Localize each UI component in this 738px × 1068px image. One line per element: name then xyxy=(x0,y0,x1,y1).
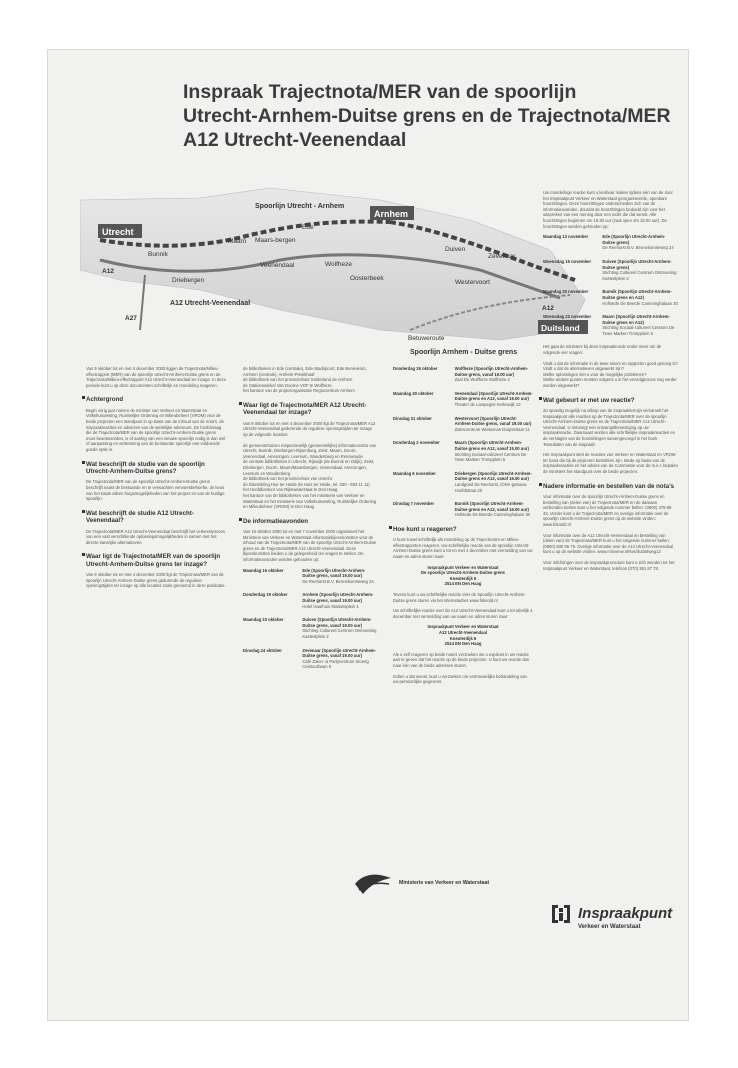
heading-ter-inzage-a12: Waar ligt de Trajectnota/MER A12 Utrecht-Veenendaal ter inzage? xyxy=(243,402,378,417)
address-spoorlijn: Inspraakpunt Verkeer en Waterstaat De spoorlijn Utrecht-Arnhem-Duitse grens Kneuterdijk 6 2514 EN Den Haag xyxy=(421,564,505,587)
schedule-row: Donderdag 26 oktober Wolfheze (Spoorlijn Utrecht-Arnhem-Duitse grens, vanaf 19.00 uur) Zaal De Wolfheze Wolfheze 2 xyxy=(393,366,529,383)
list-item: Vindt u dat de alternatieven uitgewerkt zijn? xyxy=(543,366,624,372)
heading-wat-gebeurt: Wat gebeurt er met uw reactie? xyxy=(543,397,678,404)
map-label-duitsland: Duitsland xyxy=(541,323,580,333)
schedule-row: Dinsdag 31 oktober Westervoort (Spoorlijn Utrecht-Arnhem-Duitse grens, vanaf 19.00 uur) Zalencentrum Wiekeman Dorpsstraat 11 xyxy=(393,415,532,432)
schedule-row: Maandag 13 november Ede (Spoorlijn Utrecht-Arnhem-Duitse grens) De Reehorst B.V. Bennekomseweg 24 xyxy=(543,234,674,251)
list-item: het Hoofdkantoor van Rijkswaterstaat te Den Haag xyxy=(243,487,338,493)
schedule-row: Maandag 23 oktober Duiven (Spoorlijn Utrecht-Arnhem-Duitse grens, vanaf 19.00 uur) Stichting Cultureel Centrum Ontmoeting Kasteelplein 2 xyxy=(243,617,377,639)
text-standpunt: Het Inspraakpunt stelt de reacties van Verkeer en Waterstaat en VROM ter hand die bij de projecten betrokken zijn. Mede op basis van de inspraakreacties en het advies van de Commissie voor de m.e.r. bepalen de ministers het standpunt over de beide projecten. xyxy=(543,452,679,474)
map-label-wolfheze: Wolfheze xyxy=(325,261,352,268)
schedule-row: Maandag 30 oktober Veenendaal (Spoorlijn Utrecht-Arnhem-Duitse grens en A12, vanaf 19.00 uur) Theater de Lampegiet Kerkewijk 10 xyxy=(393,390,533,407)
locations-list-a xyxy=(243,366,378,394)
locations-list-b xyxy=(243,443,378,510)
schedule-row: Dinsdag 7 november Bunnik (Spoorlijn Utrecht-Arnhem-Duitse grens en A12, vanaf 16.00 uur) Hofstede De Beerde Camminghalaan 30 xyxy=(393,501,531,518)
text-reageren: U kunt zowel schriftelijk als mondeling op de Trajectnota's en Milieu-effectrapporten reageren. Uw schriftelijke reactie van de spoorlijn Utrecht-Arnhem-Duitse grens kunt u tot en met 4 december met vermelding van uw naam en adres sturen naar: xyxy=(393,537,533,560)
schedule-row: Woensdag 22 november Maarn (Spoorlijn Utrecht-Arnhem-Duitse grens en A12) Stichting Sociaal-cultureel Centrum De Twee Marken Trompplein 5 xyxy=(543,314,675,336)
map-road-a12-right: A12 xyxy=(542,305,554,312)
map-label-duiven: Duiven xyxy=(445,246,466,253)
map-road-a27: A27 xyxy=(125,315,137,322)
schedule-row: Woensdag 15 november Duiven (Spoorlijn Utrecht-Arnhem-Duitse grens) Stichting Cultureel Centrum Ontmoeting Kasteelplein 2 xyxy=(543,258,677,281)
text-beide: Als u zelf reageren op beide nota's verzoeken we u expliciet in uw reactie aan te geven dat het reactie op de beide projecten. U kunt uw reactie dan naar één van de beide adressen sturen. xyxy=(393,651,530,668)
list-item: het kantoor van de bibliotheken van het ministerie van Verkeer en Waterstaat en het ministerie van Volkshuisvesting, Ruimtelijke Ordening en Milieubeheer (VROM) te Den Haag xyxy=(243,492,377,510)
column-2 xyxy=(243,366,378,678)
ministry-logo xyxy=(353,870,489,896)
schedule-row: Donderdag 2 november Maarn (Spoorlijn Utrecht-Arnhem-Duitse grens en A12, vanaf 15.00 uur) Stichting Sociaal-cultureel Centrum De Twee Marken Trompplein 5 xyxy=(393,440,529,463)
text-studie-a12: De Trajectnota/MER A12 Utrecht-Veenendaal beschrijft het verkeersproces van een vast verschillende oplossingsmogelijkheden in samen met het directe kansrijke alternatieven. xyxy=(86,528,225,545)
column-3 xyxy=(393,366,533,690)
schedule-row: Maandag 6 november Driebergen (Spoorlijn Utrecht-Arnhem-Duitse grens en A12, vanaf 16.00 uur) Landgoed De Reehorst, IONA-gebouw Hoofdstraat 20 xyxy=(393,470,532,493)
text-info-a12: Voor informatie over de A12 Utrecht-Veenendaal en bestelling van (delen van) de Trajectnota/MER kunt u het volgende nummer bellen: (0800) 600 96 79. Overige informatie over de A12 Utrecht-Veenendaal kunt u op de website vinden: www.minvenw.nl/rws/dut/a6weg12 xyxy=(543,532,674,555)
text-hoorzittingen: Uw mondelinge reactie kunt u kenbaar maken tijdens één van de door het Inspraakpunt Verkeer en Waterstaat georganiseerde, openbare hoorzittingen. Deze hoorzittingen onderscheiden zich van de informatieavonden, doordat de hoorzittingen bedoeld zijn voor het uitspreken van een mening door een ieder die dat wenst. Alle hoorzittingen beginnen om 19.30 uur (zaal open om 19.00 uur). De hoorzittingen worden gehouden op: xyxy=(543,190,673,229)
ministry-emblem-icon xyxy=(353,870,393,896)
list-item: Vindt u dat de informatie in de twee nota's en rapporten goed genoeg is? xyxy=(543,360,678,366)
questions-list xyxy=(543,361,678,389)
list-item: Welke oplossingen ziet u voor de mogelijke problemen? xyxy=(543,371,647,377)
map-label-betuweroute: Betuweroute xyxy=(408,335,445,342)
map-label-westervoort: Westervoort xyxy=(455,279,490,286)
list-item: de Dienstkring Hoe ter Heide (te Huis ter Heide, tel. 030 - 693 11 11) xyxy=(243,481,370,487)
text-ter-inzage-a12: Van 9 oktober tot en met 4 december 2000 ligt de Trajectnota/MER A12 Utrecht-Veenendaal gedurende de reguliere openingstijden ter inzage op de volgende locaties: xyxy=(243,420,376,437)
text-achtergrond: Begin vorig jaar namen de minister van Verkeer en Waterstaat en Volkshuisvesting, Ruimtelijke Ordening en Milieubeheer (VROM) voor de beide projecten een standpunt in op basis van de inhoud van de nota's, de inspraakreacties en adviezen van de wettelijke adviseurs. De hoofdvraag die de Trajectnota/MER van de spoorlijn Utrecht-Arnhem-Duitse grens moet beantwoorden, is of aanleg van een nieuwe spoorlijn nodig is dan wel of aanpassing en verbetering van de bestaande spoorlijn een voldoende goede optie is. xyxy=(86,407,226,452)
intro-text: Van 9 oktober tot en met 4 december 2000 liggen de Trajectnota/Milieu-effectrapport (MER) van de spoorlijn Utrecht-Arnhem-Duitse grens en de Trajectnota/Milieu-effectrapport A12 Utrecht-Veenendaal ter inzage. In deze periode kunt u op deze documenten schriftelijk en mondeling reageren. xyxy=(86,366,226,388)
schedule-row: Maandag 20 november Bunnik (Spoorlijn Utrecht-Arnhem-Duitse grens en A12) Hofstede De Beerde Camminghalaan 30 xyxy=(543,289,678,306)
map-road-a12-left: A12 xyxy=(102,268,114,275)
column-1 xyxy=(86,366,226,594)
map-label-road-a12: A12 Utrecht-Veenendaal xyxy=(170,300,251,307)
heading-studie-spoorlijn: Wat beschrijft de studie van de spoorlijn Utrecht-Arnhem-Duitse grens? xyxy=(86,461,226,476)
text-inlichtingen: Voor inlichtingen over de inspraakprocedure kunt u zich wenden tot het Inspraakpunt Verkeer en Waterstaat, telefoon (070) 361 87 78. xyxy=(543,559,675,571)
text-wat-gebeurt: Zo spoedig mogelijk na afloop van de inspraaktermijn verzamelt het Inspraakpunt alle reacties op de Trajectnota/MER over de spoorlijn Utrecht-Arnhem-Duitse grens en de Trajectnota/MER A12 Utrecht-Veenendaal. U ontvangt een ontvangstbevestiging op uw inspraakreactie. Daarnaast worden alle schriftelijke inspraakreacties en de verslagen van de hoorzittingen samengevoegd in het boek 'Resultaten van de inspraak'. xyxy=(543,408,675,447)
map-label-maarsbergen: Maars-bergen xyxy=(255,237,296,244)
list-item: Welke andere punten moeten volgens u in het vervolgproces nog verder worden uitgewerkt? xyxy=(543,377,677,389)
map-label-zevenaar: Zevenaar xyxy=(488,253,516,260)
column-4 xyxy=(543,190,678,576)
text-vertrouwelijk: Indien u dat wenst, kunt u verzoeken om vertrouwelijke behandeling van uw persoonlijke gegevens. xyxy=(393,673,527,685)
heading-nadere-informatie: Nadere informatie en bestellen van de nota's xyxy=(543,483,678,490)
map-label-veenendaal: Veenendaal xyxy=(260,262,295,269)
text-vragen: Het gaat de ministers bij deze inspraakronde onder meer om de volgende vier vragen: xyxy=(543,344,662,356)
ministry-name: Ministerie van Verkeer en Waterstaat xyxy=(399,880,490,886)
text-studie-spoorlijn: De Trajectnota/MER van de spoorlijn Utrecht-Arnhem-Duitse grens beschrijft naast de bestaande en te verwachten vervoersbehoefte, de keus van het totale alleen huigsmogelijkheden van het project en van de huidige spoorlijn. xyxy=(86,479,225,502)
title-line-3: A12 Utrecht-Veenendaal xyxy=(183,129,407,151)
heading-achtergrond: Achtergrond xyxy=(86,396,226,403)
map-label-maarn: Maarn xyxy=(228,238,247,245)
map-label-rail-north: Spoorlijn Utrecht - Arnhem xyxy=(255,203,345,210)
text-reactie-a12: Uw schriftelijke reactie over de A12 Utrecht-Veenendaal kunt u tot uiterlijk 4 december met vermelding van uw naam en adres sturen naar: xyxy=(393,608,533,619)
inspraakpunt-name: Inspraakpunt xyxy=(578,905,673,922)
map-label-utrecht: Utrecht xyxy=(102,227,134,237)
map-label-driebergen: Driebergen xyxy=(172,277,205,284)
list-item: de bibliotheek van het provinciehuis Gelderland de Arnhem xyxy=(243,377,353,383)
list-item: de Stationswinkel Van Doorne VOF te Wolfheze xyxy=(243,382,332,388)
title-line-2: Utrecht-Arnhem-Duitse grens en de Trajectnota/MER xyxy=(183,105,671,127)
road-a27 xyxy=(140,275,145,330)
address-a12: Inspraakpunt Verkeer en Waterstaat A12 Utrecht-Veenendaal Kneuterdijk 6 2514 EN Den Haag xyxy=(427,624,499,647)
inspraakpunt-logo xyxy=(578,905,672,930)
text-internet: Tevens kunt u uw schriftelijke reactie over de Spoorlijn Utrecht-Arnhem-Duitse grens sturen via het internetadres www.fokoold.nl xyxy=(393,592,526,603)
heading-informatieavonden: De informatieavonden xyxy=(243,518,378,525)
list-item: het kantoor van de projectorganisatie Regiocentrum Arnhem xyxy=(243,388,355,394)
map-label-ede: Ede xyxy=(302,224,314,231)
list-item: de bibliotheken in Ede (centrale), Ede-Stadspoort, Ede Bennekom, Arnhem (centrale), Arnhem-Presikhaaf xyxy=(243,366,367,377)
inspraakpunt-icon xyxy=(550,903,572,925)
list-item: de bibliotheek van het provinciehuis van Utrecht xyxy=(243,476,332,482)
heading-reageren: Hoe kunt u reageren? xyxy=(393,526,533,533)
route-map xyxy=(80,180,590,360)
heading-studie-a12: Wat beschrijft de studie A12 Utrecht-Veenendaal? xyxy=(86,510,226,525)
schedule-row: Maandag 16 oktober Ede (Spoorlijn Utrecht-Arnhem-Duitse grens, vanaf 19.00 uur) De Reehorst B.V. Bennekomseweg 24 xyxy=(243,567,374,584)
text-ter-inzage-spoorlijn: Van 9 oktober tot en met 4 december 2000 ligt de Trajectnota/MER van de spoorlijn Utrecht-Arnhem-Duitse grens gedurende de reguliere openingstijden ter inzage op alle locaties zoals genoemd in deze publicatie. xyxy=(86,572,226,589)
page-title xyxy=(183,80,683,152)
schedule-row: Dinsdag 24 oktober Zevenaar (Spoorlijn Utrecht-Arnhem-Duitse grens, vanaf 19.00 uur) Café Zalen- & Partycentrum Stoerig Ceintuurbaan 5 xyxy=(243,647,376,670)
map-label-bunnik: Bunnik xyxy=(148,251,168,258)
map-label-arnhem: Arnhem xyxy=(374,209,409,219)
text-informatieavonden: Van 16 oktober 2000 tot en met 7 november 2000 organiseert het Ministerie van Verkeer en Waterstaat informatiebijeenkomsten voor de inhoud van de Trajectnota/MER van de spoorlijn Utrecht-Arnhem-Duitse grens en de Trajectnota/MER A12 Utrecht-Veenendaal. Deze bijeenkomsten bieden u de gelegenheid om vragen te stellen. De informatieavonden worden gehouden op: xyxy=(243,529,377,563)
list-item: de centrale bibliotheken in Utrecht, Rijswijk (de Bunnik en Odijk), Zeist, Driebergen, Doorn, Maarn/Maarsbergen, Veenendaal, Amerongen, Leersum en Woudenberg xyxy=(243,459,375,476)
map-label-rail-south: Spoorlijn Arnhem - Duitse grens xyxy=(410,349,518,356)
map-label-oosterbeek: Oosterbeek xyxy=(350,275,384,282)
title-line-1: Inspraak Trajectnota/MER van de spoorlijn xyxy=(183,81,577,103)
inspraakpunt-sub: Verkeer en Waterstaat xyxy=(578,924,641,930)
list-item: de gemeentehuizen respectievelijk (gemeentelijke) informatiecentra van Utrecht, Bunnik, Driebergen-Rijsenburg, Zeist, Maarn, Doorn, Veenendaal, Amerongen, Leersum, Woudenberg en Renswoude xyxy=(243,442,377,459)
schedule-row: Donderdag 19 oktober Arnhem (Spoorlijn Utrecht-Arnhem-Duitse grens, vanaf 19.00 uur) Hotel Haarhuis Stationsplein 1 xyxy=(243,592,374,609)
heading-ter-inzage-spoorlijn: Waar ligt de Trajectnota/MER van de spoorlijn Utrecht-Arnhem-Duitse grens ter inzage? xyxy=(86,553,226,568)
text-info-spoorlijn: Voor informatie over de spoorlijn Utrecht-Arnhem-Duitse grens en bestelling van (delen van) de Trajectnota/MER en de daaraan verbonden kosten kunt u het volgende nummer bellen: (0800) 478 98 43. Verder kunt u de Trajectnota/MER en overige informatie over de spoorlijn Utrecht-Arnhem-Duitse grens op de website vinden: www.fokoold.nl xyxy=(543,493,672,527)
newspaper-page xyxy=(48,50,688,1020)
